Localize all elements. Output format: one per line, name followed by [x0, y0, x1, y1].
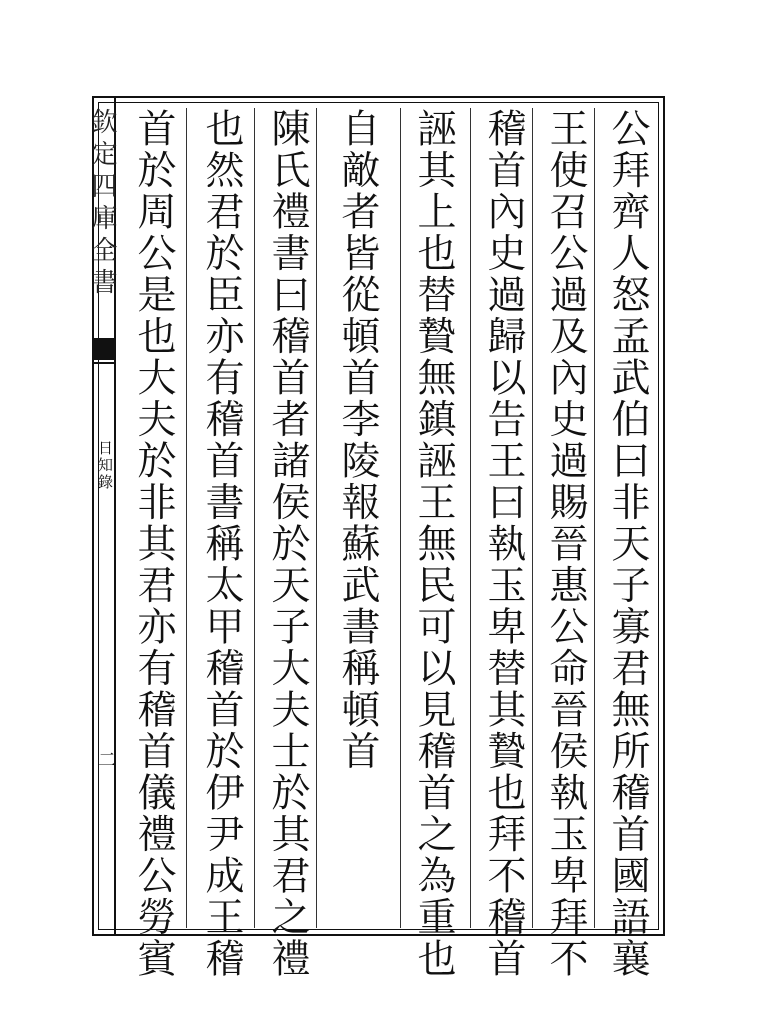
text-column-4: 誣其上也替贄無鎮誣王無民可以見稽首之為重也: [411, 108, 456, 980]
column-rule: [532, 108, 533, 928]
text-column-5: 自敵者皆從頓首李陵報蘇武書稱頓首: [335, 108, 380, 772]
page-number: 二: [95, 750, 116, 768]
text-column-3: 稽首內史過歸以告王曰執玉卑替其贄也拜不稽首: [481, 108, 526, 980]
column-rule: [400, 108, 401, 928]
column-rule: [186, 108, 187, 928]
text-column-7: 也然君於臣亦有稽首書稱太甲稽首於伊尹成王稽: [199, 108, 244, 980]
text-column-8: 首於周公是也大夫於非其君亦有稽首儀禮公勞賓: [131, 108, 176, 980]
column-rule: [470, 108, 471, 928]
text-column-1: 公拜齊人怒孟武伯曰非天子寡君無所稽首國語襄: [605, 108, 650, 980]
fishtail-rule: [93, 362, 115, 364]
margin-title: 欽定四庫全書: [87, 108, 117, 300]
fishtail-mark: [93, 338, 115, 360]
column-rule: [594, 108, 595, 928]
column-rule: [254, 108, 255, 928]
book-name: 日知錄: [96, 440, 114, 491]
column-rule: [316, 108, 317, 928]
text-column-6: 陳氏禮書曰稽首者諸侯於天子大夫士於其君之禮: [265, 108, 310, 980]
text-column-2: 王使召公過及內史過賜晉惠公命晉侯執玉卑拜不: [543, 108, 588, 980]
